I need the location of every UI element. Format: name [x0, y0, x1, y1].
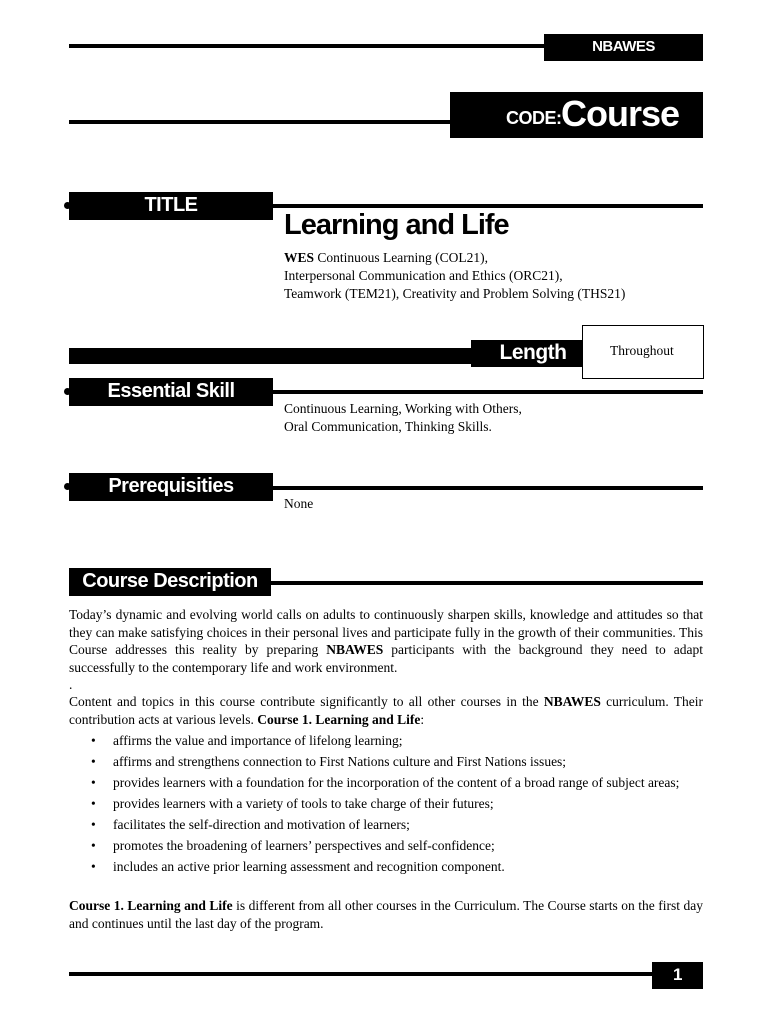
wes-line-1: WES Continuous Learning (COL21),	[284, 250, 488, 265]
length-value-box	[582, 325, 704, 379]
list-item: • provides learners with a foundation for the incorporation of the content of a broad range of subject areas;	[113, 772, 703, 793]
footer-rule	[69, 972, 653, 976]
prereq-label-box	[69, 473, 273, 501]
description-label-box	[69, 568, 271, 596]
course-code-badge	[450, 92, 703, 176]
course-title: Learning and Life	[284, 209, 509, 241]
description-para-3: Course 1. Learning and Life is different from all other courses in the Curriculum. The Course starts on the first day and continues until the last day of the program.	[69, 898, 703, 931]
description-label: Course Description	[82, 570, 258, 592]
description-body	[69, 606, 703, 932]
page-number: 1	[673, 965, 682, 984]
skill-line-1: Continuous Learning, Working with Others,	[284, 401, 522, 416]
description-dot-line: .	[69, 677, 73, 692]
description-para-2: Content and topics in this course contribute significantly to all other courses in the NBAWES curriculum. Their contribution acts at various levels. Course 1. Learning and Life:	[69, 694, 703, 727]
wes-bold: WES	[284, 250, 315, 265]
title-label-box	[69, 192, 273, 220]
skill-label-box	[69, 378, 273, 406]
org-name: NBAWES	[592, 38, 655, 55]
length-value: Throughout	[610, 343, 674, 358]
org-badge	[544, 34, 703, 61]
prereq-rule	[273, 486, 703, 490]
skill-rule	[273, 390, 703, 394]
list-item: • facilitates the self-direction and motivation of learners;	[113, 814, 703, 835]
list-item: • promotes the broadening of learners’ perspectives and self-confidence;	[113, 835, 703, 856]
description-bullet-list	[69, 730, 703, 877]
wes-list	[284, 249, 704, 303]
description-para-1: Today’s dynamic and evolving world calls on adults to continuously sharpen skills, knowledge and attitudes so that they can make satisfying choices in their personal lives and participate fully in the growth of their communities. This Course addresses this reality by preparing NBAWES participants with the background they need to adapt successfully to the contemporary life and work environment.	[69, 607, 703, 675]
length-label: Length	[499, 341, 567, 364]
list-item: • includes an active prior learning assessment and recognition component.	[113, 856, 703, 877]
description-rule	[271, 581, 703, 585]
skill-line-2: Oral Communication, Thinking Skills.	[284, 419, 492, 434]
page-number-badge	[652, 962, 703, 989]
list-item: • affirms and strengthens connection to First Nations culture and First Nations issues;	[113, 751, 703, 772]
list-item: • provides learners with a variety of tools to take charge of their futures;	[113, 793, 703, 814]
skill-text	[284, 400, 704, 436]
title-label: TITLE	[144, 194, 198, 216]
skill-label: Essential Skill	[107, 380, 235, 402]
prereq-label: Prerequisities	[108, 475, 234, 497]
code-rule	[69, 120, 451, 124]
code-label: CODE:	[506, 108, 562, 128]
wes-line-2: Interpersonal Communication and Ethics (ORC21),	[284, 268, 563, 283]
prereq-value: None	[284, 496, 314, 511]
length-label-box	[471, 340, 595, 367]
title-rule	[273, 204, 703, 208]
header-rule	[69, 44, 545, 48]
length-rule	[69, 348, 472, 364]
wes-line-3: Teamwork (TEM21), Creativity and Problem Solving (THS21)	[284, 286, 626, 301]
code-value: Course 1	[561, 93, 680, 176]
list-item: • affirms the value and importance of lifelong learning;	[113, 730, 703, 751]
